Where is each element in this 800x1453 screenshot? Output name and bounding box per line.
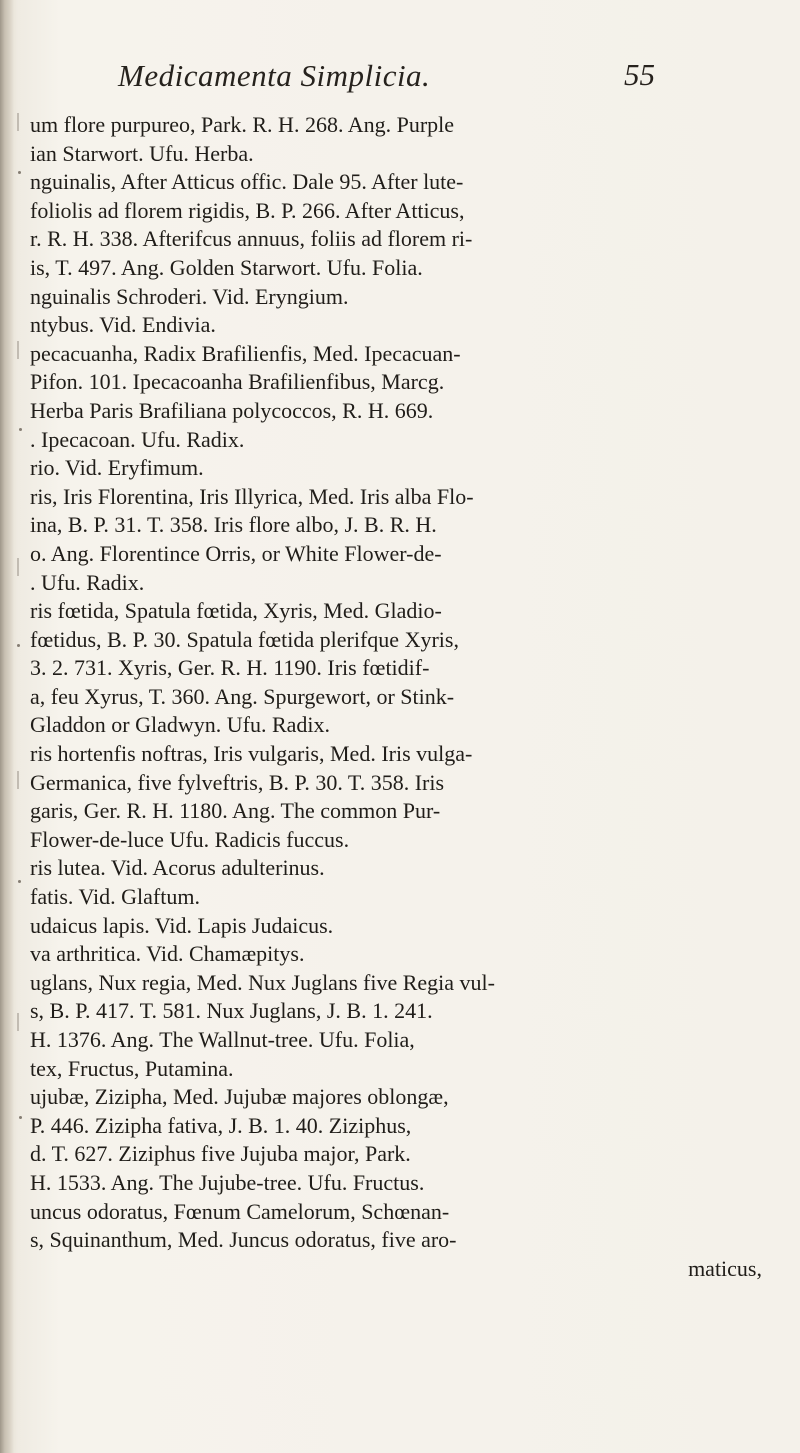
text-line — [30, 140, 785, 169]
text-line — [30, 854, 785, 883]
text-line — [30, 711, 785, 740]
text-line-content: uglans, Nux regia, Med. Nux Juglans five Regia vul- — [30, 969, 495, 995]
text-line — [30, 740, 785, 769]
text-line-content: ina, B. P. 31. T. 358. Iris flore albo, J. B. R. H. — [30, 512, 437, 538]
text-line-content: r. R. H. 338. Afterifcus annuus, foliis ad florem ri- — [30, 226, 473, 252]
text-line — [30, 1083, 785, 1112]
text-line-content: foliolis ad florem rigidis, B. P. 266. After Atticus, — [30, 197, 465, 223]
text-line — [30, 797, 785, 826]
text-line-content: . Ipecacoan. Ufu. Radix. — [30, 426, 245, 452]
text-line — [30, 883, 785, 912]
text-line — [30, 254, 785, 283]
text-line-content: fatis. Vid. Glaftum. — [30, 884, 200, 910]
binding-edge-mark — [17, 558, 27, 576]
text-line — [30, 540, 785, 569]
text-line — [30, 483, 785, 512]
binding-edge-mark — [17, 771, 27, 789]
text-line-content: nguinalis, After Atticus offic. Dale 95. After lute- — [30, 169, 464, 195]
binding-edge-mark — [17, 1013, 27, 1031]
continued-word: maticus, — [688, 1255, 762, 1281]
text-line — [30, 569, 785, 598]
text-line-content: s, B. P. 417. T. 581. Nux Juglans, J. B. 1. 241. — [30, 998, 433, 1024]
text-line-content: ris lutea. Vid. Acorus adulterinus. — [30, 855, 325, 881]
text-line-content: o. Ang. Florentince Orris, or White Flower-de- — [30, 540, 442, 566]
text-line — [30, 912, 785, 941]
text-line-content: ian Starwort. Ufu. Herba. — [30, 140, 254, 166]
text-line — [30, 1112, 785, 1141]
text-line — [30, 397, 785, 426]
text-line-content: ujubæ, Zizipha, Med. Jujubæ majores oblongæ, — [30, 1084, 449, 1110]
text-line-content: d. T. 627. Ziziphus five Jujuba major, Park. — [30, 1141, 411, 1167]
text-line-content: is, T. 497. Ang. Golden Starwort. Ufu. Folia. — [30, 254, 423, 280]
text-line — [30, 340, 785, 369]
text-line-content: a, feu Xyrus, T. 360. Ang. Spurgewort, or Stink- — [30, 683, 455, 709]
binding-edge-dot — [19, 428, 22, 431]
text-line — [30, 597, 785, 626]
text-line-content: Germanica, five fylveftris, B. P. 30. T. 358. Iris — [30, 769, 445, 795]
text-line — [30, 311, 785, 340]
text-line-content: H. 1376. Ang. The Wallnut-tree. Ufu. Folia, — [30, 1027, 415, 1052]
text-line — [30, 826, 785, 855]
text-line-content: um flore purpureo, Park. R. H. 268. Ang. Purple — [30, 112, 455, 137]
text-line — [30, 368, 785, 397]
text-line — [30, 511, 785, 540]
text-line-content: uncus odoratus, Fœnum Camelorum, Schœnan- — [30, 1198, 450, 1224]
text-line — [30, 1055, 785, 1084]
binding-edge-dot — [19, 1116, 22, 1119]
text-line-content: ris fœtida, Spatula fœtida, Xyris, Med. Gladio- — [30, 598, 442, 624]
page-number: 55 — [624, 57, 655, 92]
text-line — [30, 683, 785, 712]
text-line-content: Flower-de-luce Ufu. Radicis fuccus. — [30, 826, 350, 852]
page-gutter-shadow — [0, 0, 14, 1453]
text-line — [30, 1198, 785, 1227]
binding-edge-dot — [18, 171, 21, 174]
text-line — [30, 1226, 785, 1255]
text-line — [30, 283, 785, 312]
text-line — [30, 769, 785, 798]
text-line-content: udaicus lapis. Vid. Lapis Judaicus. — [30, 912, 334, 938]
text-line-content: nguinalis Schroderi. Vid. Eryngium. — [30, 283, 349, 309]
text-line-content: ris hortenfis noftras, Iris vulgaris, Med. Iris vulga- — [30, 741, 473, 767]
binding-edge-mark — [17, 113, 27, 131]
text-line-content: s, Squinanthum, Med. Juncus odoratus, five aro- — [30, 1227, 457, 1253]
text-line-content: garis, Ger. R. H. 1180. Ang. The common Pur- — [30, 798, 441, 824]
text-line-content: pecacuanha, Radix Brafilienfis, Med. Ipecacuan- — [30, 340, 461, 366]
binding-edge-dot — [17, 644, 20, 647]
text-line — [30, 940, 785, 969]
binding-edge-dot — [18, 880, 21, 883]
text-line — [30, 426, 785, 455]
text-line-content: ris, Iris Florentina, Iris Illyrica, Med. Iris alba Flo- — [30, 483, 474, 509]
text-line — [30, 1169, 785, 1198]
text-line-content: Pifon. 101. Ipecacoanha Brafilienfibus, Marcg. — [30, 369, 445, 395]
text-line — [30, 168, 785, 197]
text-line-content: H. 1533. Ang. The Jujube-tree. Ufu. Fructus. — [30, 1169, 425, 1195]
text-line-content: va arthritica. Vid. Chamæpitys. — [30, 941, 305, 967]
text-line-last — [30, 1255, 785, 1284]
text-line-content: tex, Fructus, Putamina. — [30, 1055, 234, 1081]
text-line — [30, 626, 785, 655]
text-line-content: ntybus. Vid. Endivia. — [30, 312, 216, 338]
text-line — [30, 454, 785, 483]
text-line-content: 3. 2. 731. Xyris, Ger. R. H. 1190. Iris fœtidif- — [30, 655, 430, 681]
binding-edge-mark — [17, 341, 27, 359]
text-line — [30, 1026, 785, 1055]
text-line-content: . Ufu. Radix. — [30, 569, 145, 595]
text-line — [30, 1140, 785, 1169]
text-line — [30, 197, 785, 226]
page-title: Medicamenta Simplicia. — [118, 58, 431, 93]
text-line — [30, 111, 785, 140]
text-line-content: Gladdon or Gladwyn. Ufu. Radix. — [30, 712, 331, 738]
text-line — [30, 969, 785, 998]
text-line — [30, 225, 785, 254]
dictionary-text-block — [30, 111, 785, 1281]
text-line — [30, 997, 785, 1026]
text-line-content: P. 446. Zizipha fativa, J. B. 1. 40. Ziziphus, — [30, 1112, 412, 1138]
text-line-content: fœtidus, B. P. 30. Spatula fœtida plerifque Xyris, — [30, 626, 459, 652]
text-line — [30, 654, 785, 683]
text-line-content: rio. Vid. Eryfimum. — [30, 455, 204, 481]
text-line-content: Herba Paris Brafiliana polycoccos, R. H. 669. — [30, 397, 434, 423]
